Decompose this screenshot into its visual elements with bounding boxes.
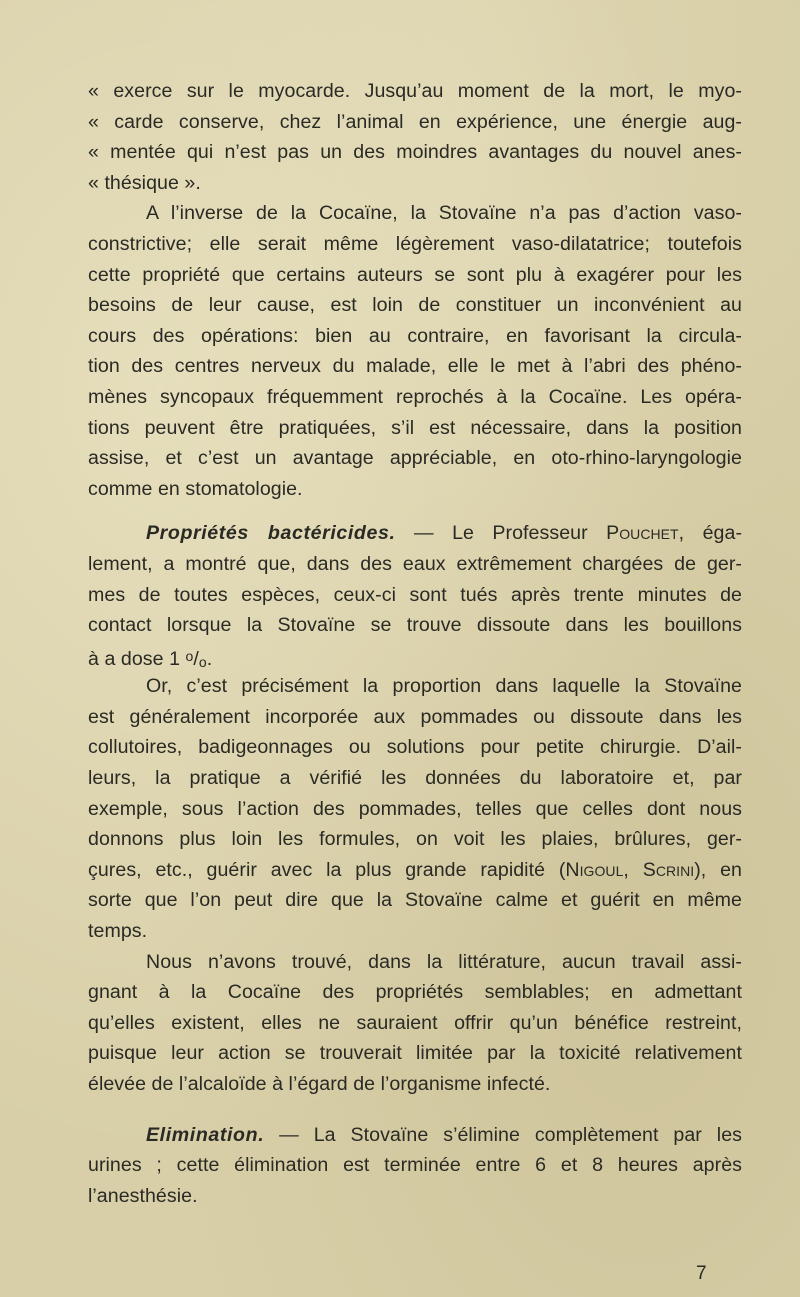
- text-line: A l’inverse de la Cocaïne, la Stovaïne n’a pas d’action vaso-: [146, 202, 742, 225]
- text-span: à a dose 1: [88, 647, 186, 670]
- paragraph-quote-end: [88, 76, 742, 198]
- percent-sup: o: [185, 647, 194, 664]
- dose-line: [88, 641, 742, 672]
- text-line: exemple, sous l’action des pommades, telles que celles dont nous: [88, 797, 742, 820]
- text-span: — La Stovaïne s’élimine complètement par les: [264, 1123, 742, 1146]
- percent-sub: o: [198, 653, 207, 670]
- text-line: « thésique ».: [88, 171, 201, 194]
- text-line: besoins de leur cause, est loin de constituer un inconvénient au: [88, 294, 742, 317]
- text-span: çures, etc., guérir avec la plus grande rapidité (: [88, 858, 566, 881]
- author-name: Scrini: [642, 858, 695, 881]
- text-line: Nous n’avons trouvé, dans la littérature, aucun travail assi-: [146, 950, 742, 973]
- text-line: sorte que l’on peut dire que la Stovaïne calme et guérit en même: [88, 889, 742, 912]
- section-heading-line: [88, 518, 742, 549]
- paragraph-or: [88, 671, 742, 946]
- section-heading-line: [88, 1120, 742, 1151]
- text-line: tions peuvent être pratiquées, s’il est nécessaire, dans la position: [88, 416, 742, 439]
- text-line: comme en stomatologie.: [88, 477, 303, 500]
- text-line: cette propriété que certains auteurs se sont plu à exagérer pour les: [88, 263, 742, 286]
- section-heading: Propriétés bactéricides.: [146, 522, 396, 545]
- section-heading: Elimination.: [146, 1123, 265, 1146]
- text-line: contact lorsque la Stovaïne se trouve dissoute dans les bouillons: [88, 614, 742, 637]
- text-line: est généralement incorporée aux pommades ou dissoute dans les: [88, 705, 742, 728]
- author-name: Nigoul: [565, 858, 624, 881]
- text-line: constrictive; elle serait même légèrement vaso-dilatatrice; toutefois: [88, 232, 742, 255]
- text-line: temps.: [88, 920, 148, 943]
- text-span: — Le Professeur: [395, 522, 607, 545]
- text-line: Or, c’est précisément la proportion dans laquelle la Stovaïne: [146, 675, 742, 698]
- text-span: ,: [623, 858, 643, 881]
- text-line: puisque leur action se trouverait limitée par la toxicité relativement: [88, 1042, 742, 1065]
- text-line: l’anesthésie.: [88, 1184, 198, 1207]
- names-line: [88, 855, 742, 886]
- text-line: « mentée qui n’est pas un des moindres avantages du nouvel anes-: [88, 141, 742, 164]
- text-line: qu’elles existent, elles ne sauraient offrir qu’un bénéfice restreint,: [88, 1011, 742, 1034]
- text-line: cours des opérations: bien au contraire, en favorisant la circula-: [88, 324, 742, 347]
- percent-slash: /: [193, 647, 199, 670]
- text-line: lement, a montré que, dans des eaux extrêmement chargées de ger-: [88, 552, 742, 575]
- text-line: mes de toutes espèces, ceux-ci sont tués après trente minutes de: [88, 583, 742, 606]
- text-line: gnant à la Cocaïne des propriétés semblables; en admettant: [88, 981, 742, 1004]
- section-gap: [88, 1100, 742, 1120]
- text-span: , éga-: [678, 522, 743, 545]
- author-name: Pouchet: [606, 522, 679, 545]
- text-line: « carde conserve, chez l’animal en expérience, une énergie aug-: [88, 110, 742, 133]
- page-number: 7: [696, 1263, 707, 1284]
- text-line: « exerce sur le myocarde. Jusqu’au moment de la mort, le myo-: [88, 80, 742, 102]
- text-line: assise, et c’est un avantage appréciable, en oto-rhino-laryngologie: [88, 447, 742, 470]
- text-line: mènes syncopaux fréquemment reprochés à la Cocaïne. Les opéra-: [88, 385, 742, 408]
- section-elimination: [88, 1120, 742, 1212]
- text-line: leurs, la pratique a vérifié les données du laboratoire et, par: [88, 767, 742, 790]
- text-span: .: [206, 647, 213, 670]
- section-gap: [88, 504, 742, 518]
- text-line: élevée de l’alcaloïde à l’égard de l’organisme infecté.: [88, 1073, 551, 1095]
- section-bactericides: [88, 518, 742, 671]
- text-line: collutoires, badigeonnages ou solutions pour petite chirurgie. D’ail-: [88, 736, 742, 759]
- paragraph-nous: [88, 947, 742, 1100]
- text-line: donnons plus loin les formules, on voit les plaies, brûlures, ger-: [88, 828, 742, 851]
- text-line: tion des centres nerveux du malade, elle le met à l’abri des phéno-: [88, 355, 742, 378]
- page-body: [88, 76, 742, 1211]
- text-span: ), en: [694, 858, 742, 881]
- text-line: urines ; cette élimination est terminée entre 6 et 8 heures après: [88, 1154, 742, 1177]
- paragraph-vasoconstriction: [88, 198, 742, 504]
